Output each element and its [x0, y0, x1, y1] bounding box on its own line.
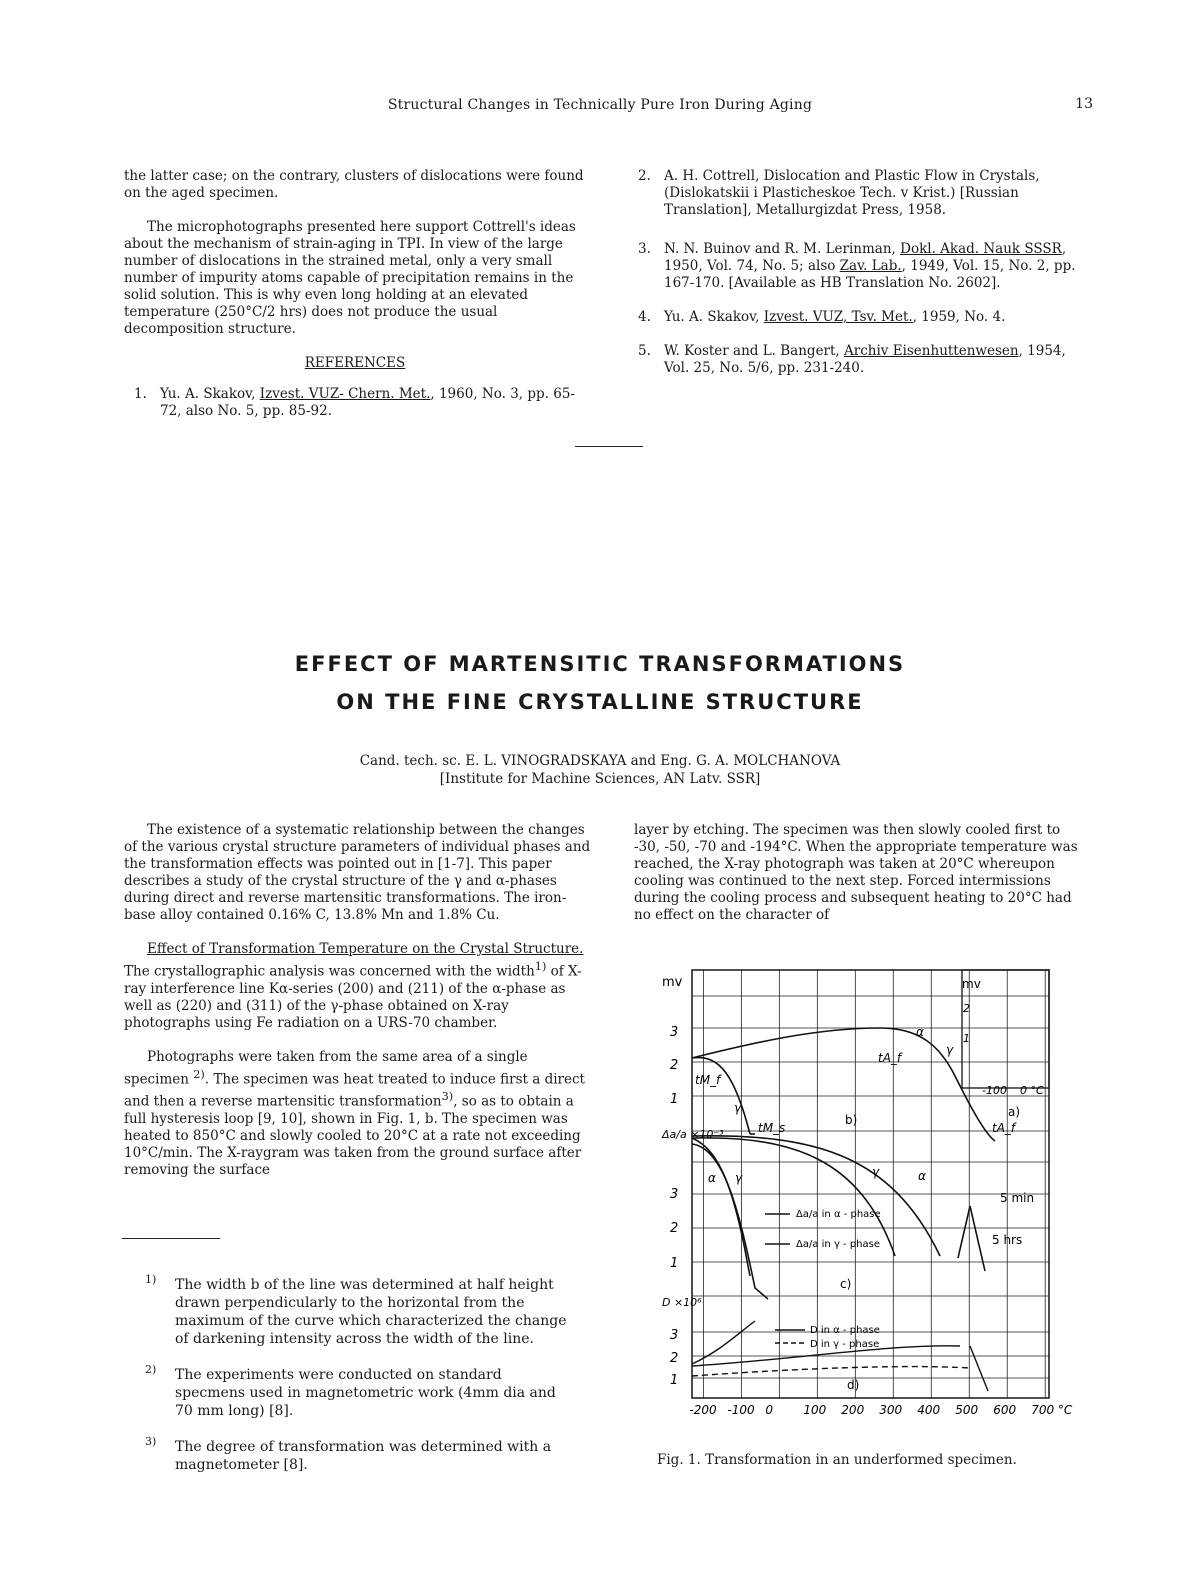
- prev-article-left-column: [124, 168, 594, 437]
- panel-a-ytick: 2: [963, 1002, 970, 1015]
- panel-b-marker: tM_f: [695, 1073, 721, 1087]
- panel-a-ylabel: mv: [962, 977, 981, 991]
- x-tick-label: 400: [917, 1403, 941, 1417]
- panel-b-ylabel: mv: [662, 975, 683, 990]
- panel-c-note: 5 hrs: [992, 1233, 1023, 1247]
- panel-c-ytick: 3: [670, 1187, 679, 1202]
- figure-1-chart: [640, 966, 1073, 1426]
- panel-b-ytick: 1: [670, 1092, 679, 1107]
- article-right-column: [634, 822, 1086, 941]
- panel-c-alpha-heating-curve: [692, 1136, 940, 1256]
- prev-article-right-column: [628, 168, 1083, 394]
- panel-b-ytick: 2: [670, 1058, 679, 1073]
- reference-5: 5. W. Koster and L. Bangert, Archiv Eisenhuttenwesen, 1954, Vol. 25, No. 5/6, pp. 231-240.: [638, 343, 1066, 376]
- article-para-2: Effect of Transformation Temperature on the Crystal Structure. The crystallographic analysis was concerned with the width$^{1)}$ of X-ray interference line Kα-series (200) and (211) of the α-phase as well as (220) and (311) of the γ-phase obtained on X-ray photographs using Fe radiation on a URS-70 chamber.: [124, 941, 584, 1031]
- article-separator-rule: [575, 446, 643, 447]
- panel-c-phase-label: γ: [735, 1171, 743, 1185]
- reference-3: 3. N. N. Buinov and R. M. Lerinman, Dokl. Akad. Nauk SSSR, 1950, Vol. 74, No. 5; also Zav. Lab., 1949, Vol. 15, No. 2, pp. 167-170. [Available as HB Translation No. 2602].: [638, 241, 1076, 291]
- panel-b-phase-label: γ: [946, 1043, 954, 1057]
- legend-label: Δa/a in γ - phase: [796, 1239, 880, 1250]
- panel-a-xtick: 0 °C: [1020, 1084, 1044, 1097]
- legend-label: D in γ - phase: [810, 1339, 880, 1350]
- panel-c-phase-label: α: [918, 1169, 926, 1183]
- x-tick-label: -200: [689, 1403, 717, 1417]
- x-tick-label: 600: [993, 1403, 1017, 1417]
- panel-c-ytick: 1: [670, 1256, 679, 1271]
- reference-1: 1. Yu. A. Skakov, Izvest. VUZ- Chern. Met., 1960, No. 3, pp. 65-72, also No. 5, pp. 85-92.: [134, 386, 575, 419]
- panel-d-gamma-curve: [692, 1367, 970, 1376]
- panel-c-phase-label: α: [708, 1171, 716, 1185]
- article-para-4: layer by etching. The specimen was then slowly cooled first to -30, -50, -70 and -194°C. When the appropriate temperature was reached, the X-ray photograph was taken at 20°C whereupon cooling was continued to the next step. Forced intermissions during the cooling process and subsequent heating to 20°C had no effect on the character of: [634, 822, 1078, 923]
- prev-para-1: the latter case; on the contrary, clusters of dislocations were found on the aged specimen.: [124, 168, 584, 201]
- x-tick-label: 300: [879, 1403, 903, 1417]
- panel-d-ylabel: D ×10⁶: [662, 1296, 702, 1309]
- article-left-column: [124, 822, 596, 1196]
- authors: Cand. tech. sc. E. L. VINOGRADSKAYA and Eng. G. A. MOLCHANOVA: [359, 753, 841, 769]
- page-number: 13: [1075, 96, 1093, 112]
- panel-b-marker: tA_f: [878, 1051, 902, 1065]
- article-title-line-1: EFFECT OF MARTENSITIC TRANSFORMATIONS: [294, 652, 906, 676]
- prev-para-2: The microphotographs presented here support Cottrell's ideas about the mechanism of strain-aging in TPI. In view of the large number of dislocations in the strained metal, only a very small number of impurity atoms capable of precipitation remains in the solid solution. This is why even long holding at an elevated temperature (250°C/2 hrs) does not produce the usual decomposition structure.: [124, 219, 576, 337]
- footnote-1: 1) The width b of the line was determined at half height drawn perpendicularly to the horizontal from the maximum of the curve which characterized the change of darkening intensity across the width of the line.: [145, 1273, 567, 1347]
- panel-c-label: c): [840, 1277, 852, 1291]
- panel-b-phase-label: α: [916, 1025, 924, 1039]
- running-title: Structural Changes in Technically Pure Iron During Aging: [387, 97, 813, 113]
- panel-b-label: b): [845, 1113, 858, 1127]
- x-tick-label: 100: [803, 1403, 827, 1417]
- article-para-1: The existence of a systematic relationship between the changes of the various crystal structure parameters of individual phases and the transformation effects was pointed out in [1-7]. This paper describes a study of the crystal structure of the γ and α-phases during direct and reverse martensitic transformations. The iron-base alloy contained 0.16% C, 13.8% Mn and 1.8% Cu.: [124, 822, 591, 923]
- figure-caption: Fig. 1. Transformation in an underformed specimen.: [657, 1452, 1017, 1468]
- reference-4: 4. Yu. A. Skakov, Izvest. VUZ, Tsv. Met., 1959, No. 4.: [638, 309, 1006, 325]
- footnote-rule: [122, 1238, 220, 1239]
- legend-label: D in α - phase: [810, 1325, 880, 1336]
- references-heading: REFERENCES: [304, 355, 406, 371]
- section-heading: Effect of Transformation Temperature on the Crystal Structure.: [147, 941, 584, 957]
- x-tick-label: 700 °C: [1031, 1403, 1073, 1417]
- panel-d-label: d): [847, 1378, 860, 1392]
- x-tick-label: 200: [841, 1403, 865, 1417]
- panel-a-label: a): [1008, 1105, 1021, 1119]
- panel-a-xtick: -100: [982, 1084, 1007, 1097]
- reference-2: 2. A. H. Cottrell, Dislocation and Plastic Flow in Crystals, (Dislokatskii i Plasticheskoe Tech. v Krist.) [Russian Translation], Metallurgizdat Press, 1958.: [638, 168, 1040, 218]
- panel-c-ytick: 2: [670, 1221, 679, 1236]
- panel-b-marker: tM_s: [758, 1121, 786, 1135]
- legend-label: Δa/a in α - phase: [796, 1209, 881, 1220]
- x-tick-label: 500: [955, 1403, 979, 1417]
- panel-d-ytick: 2: [670, 1351, 679, 1366]
- article-para-3: Photographs were taken from the same area of a single specimen $^{2)}$. The specimen was heat treated to induce first a direct and then a reverse martensitic transformation$^{3)}$, so as to obtain a full hysteresis loop [9, 10], shown in Fig. 1, b. The specimen was heated to 850°C and slowly cooled to 20°C at a rate not exceeding 10°C/min. The X-raygram was taken from the ground surface after removing the surface: [124, 1048, 585, 1178]
- panel-c-phase-label: γ: [872, 1165, 880, 1179]
- footnote-2: 2) The experiments were conducted on standard specmens used in magnetometric work (4mm dia and 70 mm long) [8].: [145, 1363, 556, 1419]
- article-title-line-2: ON THE FINE CRYSTALLINE STRUCTURE: [336, 690, 864, 714]
- footnote-3: 3) The degree of transformation was determined with a magnetometer [8].: [145, 1435, 552, 1473]
- panel-d-ytick: 3: [670, 1328, 679, 1343]
- panel-b-phase-label: γ: [734, 1101, 742, 1115]
- panel-c-ylabel: Δa/a ×10⁻³: [662, 1128, 724, 1141]
- panel-b-ytick: 3: [670, 1025, 679, 1040]
- panel-a-ytick: 1: [963, 1032, 970, 1045]
- footnotes: [145, 1273, 575, 1474]
- affiliation: [Institute for Machine Sciences, AN Latv. SSR]: [439, 771, 761, 787]
- panel-a-marker: tA_f: [992, 1121, 1016, 1135]
- x-tick-label: 0: [765, 1403, 773, 1417]
- panel-c-note: 5 min: [1000, 1191, 1035, 1205]
- x-tick-label: -100: [727, 1403, 755, 1417]
- panel-d-ytick: 1: [670, 1373, 679, 1388]
